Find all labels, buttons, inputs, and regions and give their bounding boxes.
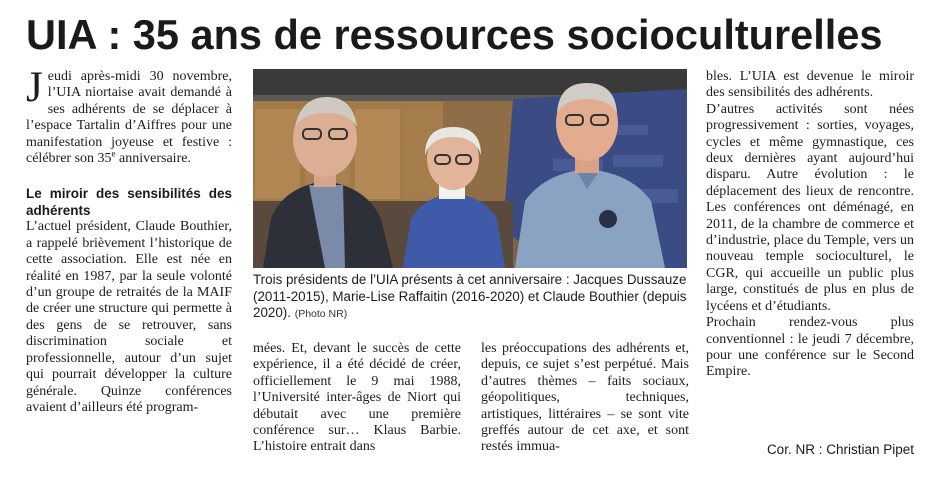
article-column-3: [481, 341, 689, 456]
intro-text: eudi après-midi 30 novembre, l’UIA niortaise avait demandé à ses adhérents de se déplacer à l’espace Tartalin d’Aiffres pour une manifestation joyeuse et festive : célébrer son 35: [26, 69, 232, 167]
intro-paragraph: [26, 64, 232, 167]
ordinal-superscript: e: [111, 148, 116, 159]
article-column-1: [26, 64, 232, 416]
drop-cap: J: [26, 64, 43, 111]
photo-caption: [253, 272, 689, 323]
caption-text: Trois présidents de l’UIA présents à cet anniversaire : Jacques Dussauze (2011-2015), Marie-Lise Raffaitin (2016-2020) et Claude Bouthier (depuis 2020).: [253, 272, 687, 321]
body-paragraph: Prochain rendez-vous plus conventionnel : le jeudi 7 décembre, pour une conférence sur le Second Empire.: [706, 315, 914, 380]
photo-credit: (Photo NR): [294, 308, 348, 321]
body-paragraph: les préoccupations des adhérents et, depuis, ce sujet s’est perpétué. Mais d’autres thèmes – faits sociaux, géopolitiques, techniques, artistiques, littéraires – se sont vite greffés autour de cet axe, et sont restés immua-: [481, 341, 689, 455]
intro-text-end: anniversaire.: [115, 151, 191, 167]
body-paragraph: mées. Et, devant le succès de cette expérience, il a été décidé de créer, officiellement le 9 mai 1988, l’Université inter-âges de Niort qui débutait avec une première conférence sur… Klaus Barbie. L’histoire entrait dans: [253, 341, 461, 455]
body-paragraph: D’autres activités sont nées progressivement : sorties, voyages, cycles et même gymnastique, ces deux dernières ayant aujourd’hui disparu. Autre évolution : le déplacement des lieux de rencontre. Les conférences ont déménagé, en 2011, de la chambre de commerce et d’industrie, place du Temple, vers un nouveau temple socioculturel, le CGR, qui accueille un public plus large, constitués de plus en plus de lycéens et d’étudiants.: [706, 101, 914, 314]
article-column-2: [253, 341, 461, 456]
author-signature: Cor. NR : Christian Pipet: [766, 442, 914, 457]
article-photo: [253, 69, 687, 268]
photo-illustration: [253, 69, 687, 268]
article-headline: UIA : 35 ans de ressources socioculturelles: [26, 11, 883, 58]
article-column-4: [706, 69, 914, 381]
section-subheading: Le miroir des sensibilités des adhérents: [26, 186, 232, 218]
body-paragraph: L’actuel président, Claude Bouthier, a rappelé brièvement l’historique de cette association. Elle est née en réalité en 1987, par la seule volonté d’un groupe de retraités de la MAIF de créer une structure qui permette à des gens de se retrouver, sans discrimination sociale et professionnelle, autour d’un sujet qui pourrait développer la culture générale. Quinze conférences avaient d’ailleurs été program-: [26, 219, 232, 415]
body-paragraph: bles. L’UIA est devenue le miroir des sensibilités des adhérents.: [706, 69, 914, 101]
